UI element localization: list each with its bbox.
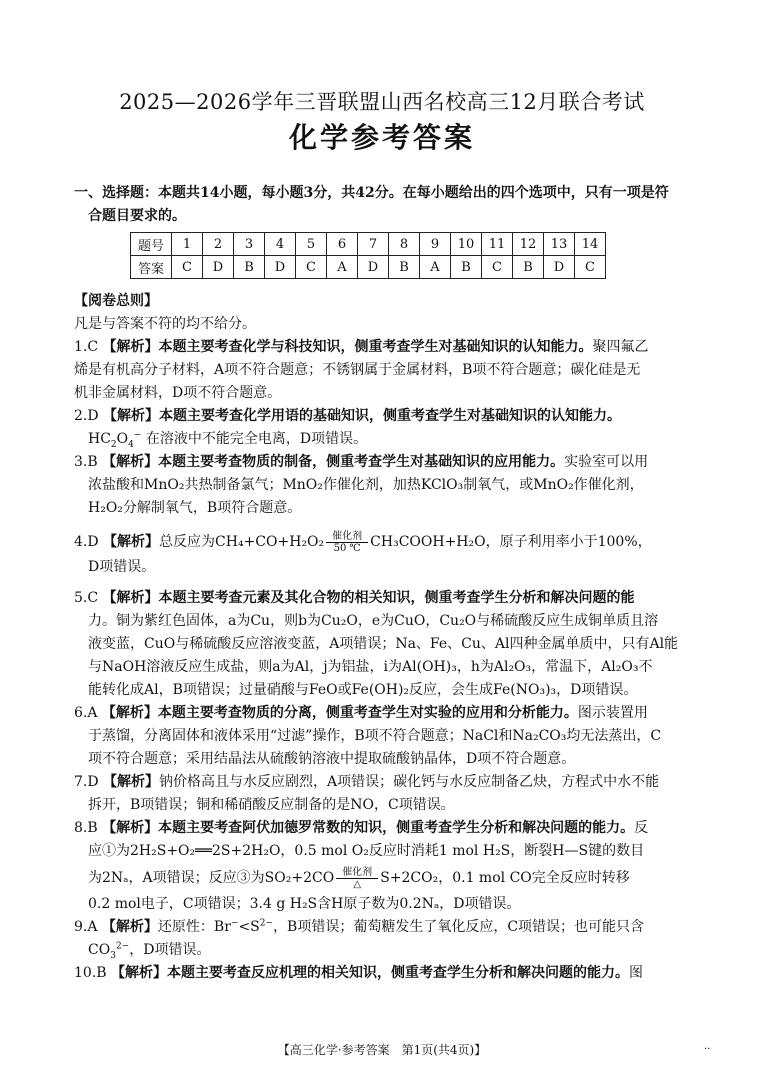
item-text: 为2Nₐ，A项错误；反应③为SO₂+2CO xyxy=(88,870,335,886)
item-text: 拆开，B项错误；铜和稀硝酸反应制备的是NO，C项错误。 xyxy=(88,797,455,813)
item-number: 5.C xyxy=(74,590,99,606)
item-tag: 【解析】 xyxy=(102,820,159,836)
item-text: 反 xyxy=(634,820,649,836)
item-headline: 本题主要考查反应机理的相关知识，侧重考查学生分析和解决问题的能力。 xyxy=(167,965,630,981)
rules-text: 凡是与答案不符的均不给分。 xyxy=(74,316,256,332)
list-item xyxy=(74,587,692,702)
item-text: 力。铜为紫红色固体，a为Cu，则b为Cu₂O，e为CuO，Cu₂O与稀硫酸反应生成铜单质且溶 xyxy=(88,613,659,629)
list-item xyxy=(74,528,692,579)
reaction-arrow: $\frac{\text{催化剂}}{\triangle}$ xyxy=(336,867,378,890)
item-text: 实验室可以用 xyxy=(564,454,649,470)
item-number: 6.A xyxy=(74,705,98,721)
table-cell-answer: C xyxy=(482,256,513,279)
list-item xyxy=(74,702,692,771)
item-number: 9.A xyxy=(74,919,98,935)
item-text: 液变蓝，CuO与稀硫酸反应溶液变蓝，A项错误；Na、Fe、Cu、Al四种金属单质中，只有Al能 xyxy=(88,636,679,652)
section-heading xyxy=(74,182,694,228)
item-tag: 【解析】 xyxy=(102,590,159,606)
item-text: 烯是有机高分子材料，A项不符合题意；不锈钢属于金属材料，B项不符合题意；碳化硅是无 xyxy=(74,362,641,378)
item-headline: 本题主要考查元素及其化合物的相关知识，侧重考查学生分析和解决问题的能 xyxy=(158,590,635,606)
item-text: 应①为2H₂S+O₂══2S+2H₂O，0.5 mol O₂反应时消耗1 mol H₂S，断裂H—S键的数目 xyxy=(88,843,645,859)
table-cell-answer: B xyxy=(513,256,544,279)
table-cell-answer: A xyxy=(420,256,451,279)
section-heading-line2: 合题目要求的。 xyxy=(88,208,186,224)
item-text: S+2CO₂，0.1 mol CO完全反应时转移 xyxy=(380,870,630,886)
item-tag: 【解析】 xyxy=(102,339,159,355)
item-text: ，D项错误。 xyxy=(129,942,211,958)
table-header-answer: 答案 xyxy=(131,256,172,279)
item-text: 聚四氟乙 xyxy=(592,339,649,355)
item-number: 3.B xyxy=(74,454,98,470)
item-text: 还原性：Br xyxy=(157,919,231,935)
item-text: 图 xyxy=(629,965,644,981)
formula-part: O xyxy=(116,431,129,447)
item-text: 图示装置用 xyxy=(577,705,648,721)
item-number: 10.B xyxy=(74,965,107,981)
table-cell-answer: D xyxy=(358,256,389,279)
list-item xyxy=(74,451,692,520)
page-title: 化学参考答案 xyxy=(288,121,475,154)
list-item: 9.A 【解析】还原性：$Br^-<S^{2-}$，B项错误；葡萄糖发生了氧化反应，C项错误；也可能只含 $CO_3^{2-}$，D项错误。 xyxy=(74,918,645,961)
item-number: 4.D xyxy=(74,534,99,550)
item-tag: 【解析】 xyxy=(101,705,158,721)
item-text: 与NaOH溶液反应生成盐，则a为Al，j为铝盐，i为Al(OH)₃，h为Al₂O₃，常温下，Al₂O₃不 xyxy=(88,659,653,675)
item-number: 8.B xyxy=(74,820,98,836)
corner-mark: ·· xyxy=(704,1044,711,1055)
list-item xyxy=(74,336,692,405)
answer-explanations xyxy=(74,290,692,985)
item-text: 机非金属材料，D项不符合题意。 xyxy=(74,385,282,401)
item-text: 能转化成Al，B项错误；过量硝酸与FeO或Fe(OH)₂反应，会生成Fe(NO₃)₃，D项错误。 xyxy=(88,682,638,698)
formula-part: CO xyxy=(88,942,111,958)
table-cell-answer: C xyxy=(172,256,203,279)
item-text: CH₃COOH+H₂O，原子利用率小于100%， xyxy=(370,534,652,550)
table-cell-answer: B xyxy=(234,256,265,279)
item-number: 7.D xyxy=(74,774,99,790)
list-item: 2.D 【解析】本题主要考查化学用语的基础知识，侧重考查学生对基础知识的认知能力。 $HC_2O_4^-$ 在溶液中不能完全电离，D项错误。 xyxy=(74,408,622,450)
rules-heading: 【阅卷总则】 xyxy=(74,293,158,309)
item-text: 项不符合题意；采用结晶法从硫酸钠溶液中提取硫酸钠晶体，D项不符合题意。 xyxy=(88,751,576,767)
table-cell-number: 10 xyxy=(451,233,482,256)
answer-table xyxy=(130,232,606,279)
item-text: 0.2 mol电子，C项错误；3.4 g H₂S含H原子数为0.2Nₐ，D项错误。 xyxy=(88,896,521,912)
reaction-arrow: $\frac{\text{催化剂}}{50 ℃}$ xyxy=(326,531,368,554)
table-cell-number: 13 xyxy=(544,233,575,256)
item-number: 1.C xyxy=(74,339,99,355)
item-tag: 【解析】 xyxy=(103,534,160,550)
item-tag: 【解析】 xyxy=(101,919,158,935)
table-cell-answer: C xyxy=(575,256,606,279)
item-text: <S xyxy=(238,919,260,935)
table-cell-number: 11 xyxy=(482,233,513,256)
item-tag: 【解析】 xyxy=(102,454,159,470)
table-cell-answer: C xyxy=(296,256,327,279)
table-cell-number: 2 xyxy=(203,233,234,256)
table-cell-number: 6 xyxy=(327,233,358,256)
table-row-numbers xyxy=(131,233,606,256)
table-cell-number: 1 xyxy=(172,233,203,256)
item-text: 总反应为CH₄+CO+H₂O₂ xyxy=(159,534,325,550)
table-cell-answer: D xyxy=(265,256,296,279)
item-tag: 【解析】 xyxy=(103,408,160,424)
item-text: ，B项错误；葡萄糖发生了氧化反应，C项错误；也可能只含 xyxy=(273,919,645,935)
list-item xyxy=(74,771,692,817)
item-text: 浓盐酸和MnO₂共热制备氯气；MnO₂作催化剂，加热KClO₃制氧气，或MnO₂作催化剂， xyxy=(88,477,644,493)
formula-part: HC xyxy=(88,431,111,447)
table-cell-number: 3 xyxy=(234,233,265,256)
item-headline: 本题主要考查化学与科技知识，侧重考查学生对基础知识的认知能力。 xyxy=(158,339,593,355)
item-headline: 本题主要考查化学用语的基础知识，侧重考查学生对基础知识的认知能力。 xyxy=(159,408,622,424)
item-text: 于蒸馏，分离固体和液体采用“过滤”操作，B项不符合题意；NaCl和Na₂CO₃均无法蒸出，C xyxy=(88,728,662,744)
table-cell-number: 9 xyxy=(420,233,451,256)
item-tag: 【解析】 xyxy=(111,965,168,981)
item-headline: 本题主要考查物质的分离，侧重考查学生对实验的应用和分析能力。 xyxy=(157,705,578,721)
table-row-answers xyxy=(131,256,606,279)
item-text: D项错误。 xyxy=(88,559,156,575)
table-cell-number: 12 xyxy=(513,233,544,256)
list-item xyxy=(74,962,692,985)
list-item xyxy=(74,817,692,916)
table-header-number: 题号 xyxy=(131,233,172,256)
table-cell-number: 8 xyxy=(389,233,420,256)
item-headline: 本题主要考查物质的制备，侧重考查学生对基础知识的应用能力。 xyxy=(158,454,565,470)
item-number: 2.D xyxy=(74,408,99,424)
table-cell-answer: D xyxy=(544,256,575,279)
table-cell-answer: B xyxy=(389,256,420,279)
table-cell-number: 7 xyxy=(358,233,389,256)
item-tag: 【解析】 xyxy=(103,774,160,790)
table-cell-number: 5 xyxy=(296,233,327,256)
table-cell-answer: A xyxy=(327,256,358,279)
table-cell-number: 4 xyxy=(265,233,296,256)
page-footer: 【高三化学·参考答案 第1页(共4页)】 xyxy=(277,1043,487,1057)
item-headline: 本题主要考查阿伏加德罗常数的知识，侧重考查学生分析和解决问题的能力。 xyxy=(158,820,635,836)
table-cell-number: 14 xyxy=(575,233,606,256)
table-cell-answer: D xyxy=(203,256,234,279)
section-heading-line1: 一、选择题：本题共14小题，每小题3分，共42分。在每小题给出的四个选项中，只有一项是符 xyxy=(74,185,669,201)
table-cell-answer: B xyxy=(451,256,482,279)
item-text: 在溶液中不能完全电离，D项错误。 xyxy=(145,431,368,447)
item-text: 钠价格高且与水反应剧烈，A项错误；碳化钙与水反应制备乙炔，方程式中水不能 xyxy=(159,774,660,790)
item-text: H₂O₂分解制氧气，B项符合题意。 xyxy=(88,500,302,516)
exam-title: 2025—2026学年三晋联盟山西名校高三12月联合考试 xyxy=(119,90,645,114)
